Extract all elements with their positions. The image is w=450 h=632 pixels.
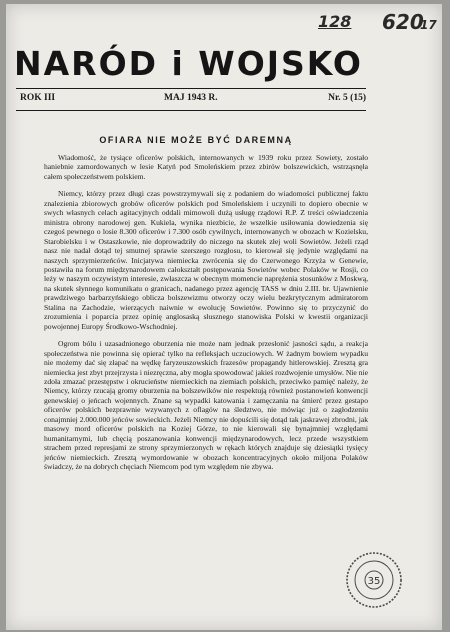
header-rule-top bbox=[16, 88, 366, 89]
library-stamp bbox=[344, 550, 404, 610]
article-body bbox=[44, 153, 368, 472]
article-paragraph: Ogrom bólu i uzasadnionego oburzenia nie może nam jednak przesłonić jasności sądu, a reakcja społeczeństwa nie powinna się opierać tylko na refleksjach uczuciowych. W żadnym bowiem wypadku nie możemy dać się złapać na wędkę faryzeuszowskich frazesów propagandy hitlerowskiej. Zresztą gra niemiecka jest zbyt przejrzysta i niezręczna, aby mogła spowodować jakieś rozdwojenie umysłów. Nie nie zdoła zmazać przestępstw i okrucieństw niemieckich na ziemiach polskich, przeciwko pamięć należy, że Niemcy, którzy rzucają gromy oburzenia na bolszewików nie respektują również postanowień konwencji genewskiej o jeńcach wojennych. Znane są wypadki katowania i zamęczania na śmierć przez gestapo oficerów polskich bezprawnie wzywanych z oflagów na śledztwo, nie mówiąc już o zagłodzeniu conajmniej 2.000.000 jeńców sowieckich. Jeżeli Niemcy nie dopuścili się dotąd tak jaskrawej zbrodni, jak masowy mord oficerów polskich na Koziej Górze, to nie kierowali się bynajmniej względami humanitarnymi, lub chęcią poszanowania konwencji międzynarodowych, lecz przede wszystkiem strachem przed represjami ze strony sprzymierzonych w rękach których znajduje się dziesiątki tysięcy jeńców niemieckich. Zresztą wymordowanie w obozach koncentracyjnych około miljona Polaków świadczy, że na dobrych chęciach Niemcom pod tym względem nie zbywa. bbox=[44, 339, 368, 472]
handwritten-number: 620 bbox=[382, 10, 424, 34]
stamp-number: 35 bbox=[367, 576, 381, 587]
issue-number: Nr. 5 (15) bbox=[328, 93, 366, 103]
document-page bbox=[6, 4, 442, 630]
issue-info-bar bbox=[16, 93, 366, 107]
article-paragraph: Wiadomość, że tysiące oficerów polskich, internowanych w 1939 roku przez Sowiety, zostało haniebnie zamordowanych w lesie Katyń pod Smoleńskiem przez zbirów bolszewickich, wstrząsnęła całem społeczeństwem polskiem. bbox=[44, 153, 368, 181]
handwritten-number: 128 bbox=[318, 12, 352, 31]
masthead-title: NARÓD i WOJSKO bbox=[14, 44, 363, 83]
header-rule-bottom bbox=[16, 110, 366, 111]
handwritten-number: 17 bbox=[420, 18, 437, 32]
issue-year: ROK III bbox=[20, 93, 56, 103]
article-paragraph: Niemcy, którzy przez długi czas powstrzymywali się z podaniem do wiadomości publicznej faktu znalezienia zbiorowych grobów oficerów polskich pod Smoleńskiem i uczynili to dopiero obecnie w swych własnych celach agitacyjnych oddali mimowoli dużą usługę rządowi R.P. Z treści oświadczenia ministra obrony narodowej gen. Kukiela, wynika niezbicie, że wszelkie usiłowania dowiedzenia się czegoś pewnego o losie 8.300 oficerów i 7.300 osób cywilnych, internowanych w obozach w Kozielsku, Starobielsku i w Ostaszkowie, nie doprowadziły do niczego na skutek złej woli Sowietów. Jeżeli rząd nasz nie nadał dotąd tej smutnej sprawie szerszego rozgłosu, to kierował się jedynie względami na naszych sprzymierzeńców. Inicjatywa niemiecka zwrócenia się do Czerwonego Krzyża w Genewie, postawiła na forum międzynarodowem całokształt postępowania Sowietów wobec Polaków w Rosji, co leży w naszym oczywistym interesie, zwłaszcza w obecnym momencie naprężenia stosunków z Moskwą, na skutek słynnego komunikatu o granicach, nadanego przez agencję TASS w dniu 2.III. br. Ujawnienie prawdziwego barbarzyńskiego oblicza bolszewizmu otworzy oczy wielu bezkrytycznym admiratorom Stalina na Zachodzie, wierzących naiwnie w ewolucję Sowietów. Powinno się to przyczynić do zrozumienia i poparcia przez opinię anglosaską słusznego stanowiska Polski w kwestii organizacji powojennej Europy Środkowo-Wschodniej. bbox=[44, 189, 368, 331]
issue-date: MAJ 1943 R. bbox=[164, 93, 218, 103]
article-headline: OFIARA NIE MOŻE BYĆ DAREMNĄ bbox=[99, 135, 293, 145]
